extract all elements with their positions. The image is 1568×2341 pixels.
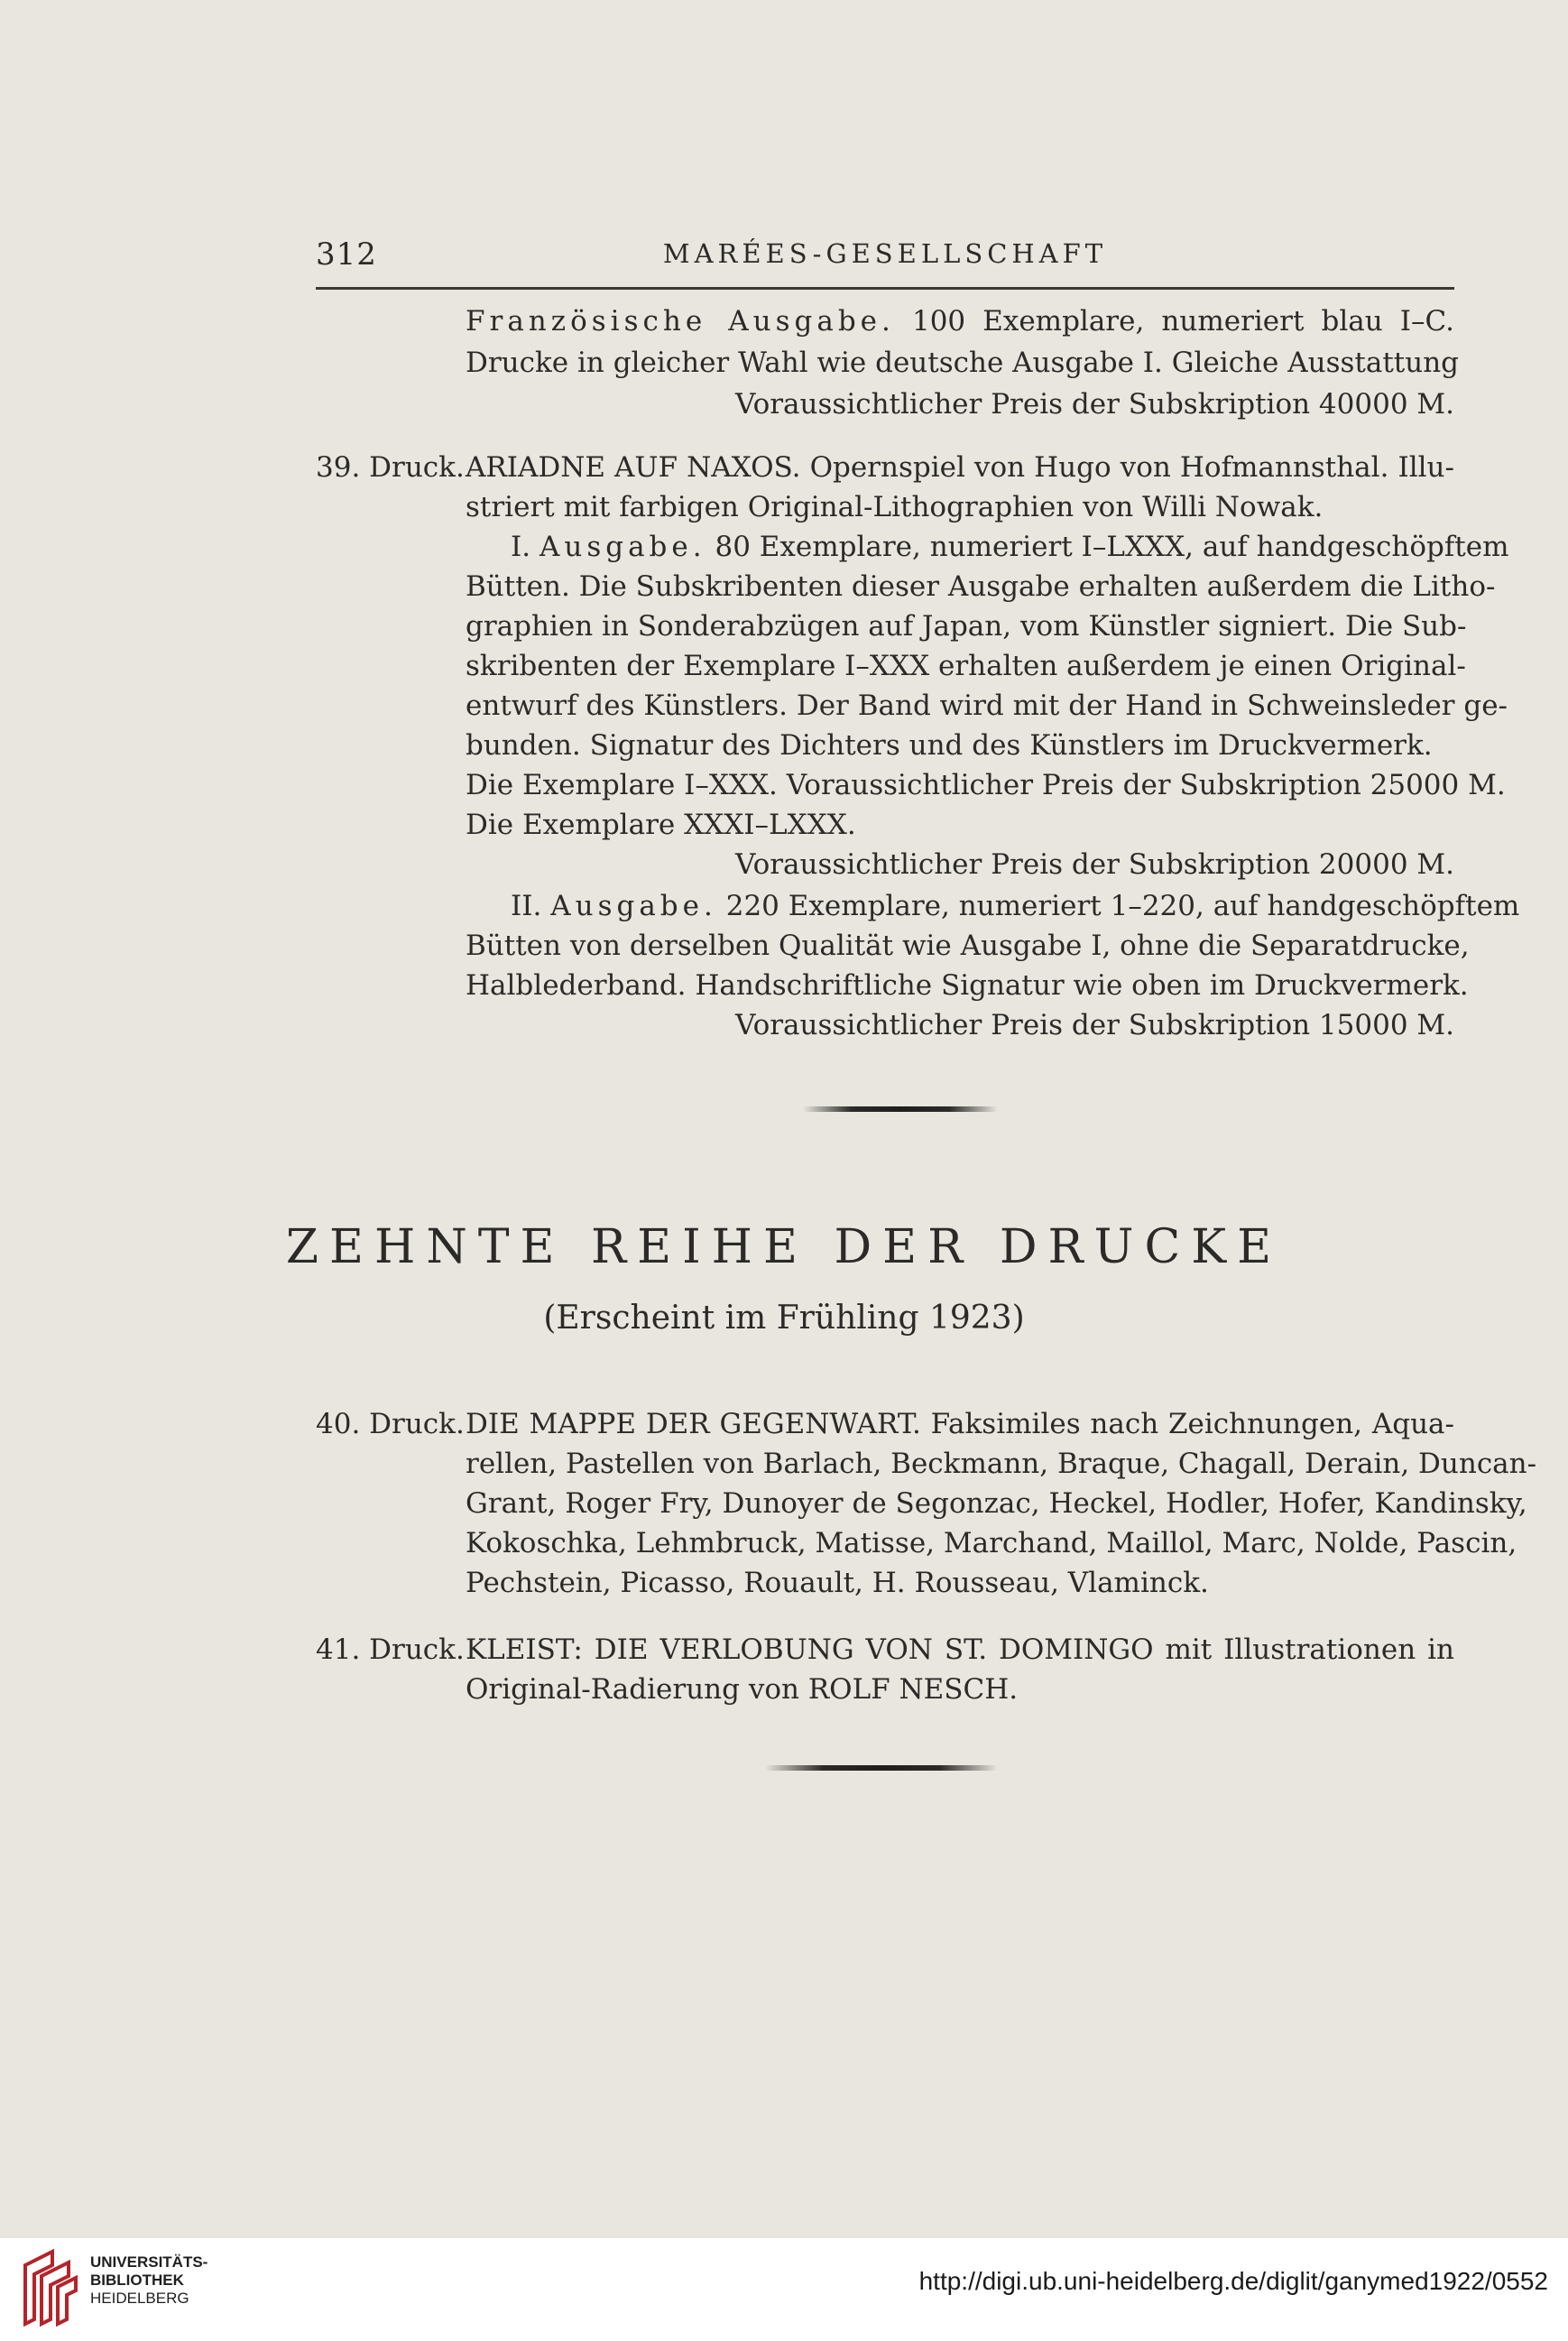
item-label-40: 40. Druck.: [316, 1408, 465, 1440]
text-line: entwurf des Künstlers. Der Band wird mit der Hand in Schweinsleder ge-: [466, 689, 1508, 722]
text-line: KLEIST: DIE VERLOBUNG VON ST. DOMINGO mit Illustrationen in: [466, 1633, 1454, 1666]
text-line: rellen, Pastellen von Barlach, Beckmann, Braque, Chagall, Derain, Duncan-: [466, 1448, 1537, 1480]
text-line: graphien in Sonderabzügen auf Japan, vom Künstler signiert. Die Sub-: [466, 610, 1467, 643]
text-line: skribenten der Exemplare I–XXX erhalten außerdem je einen Original-: [466, 650, 1466, 682]
text-line: ARIADNE AUF NAXOS. Opernspiel von Hugo von Hofmannsthal. Illu-: [466, 451, 1454, 484]
item-label-41: 41. Druck.: [316, 1633, 465, 1666]
edition-line: I. Ausgabe. 80 Exemplare, numeriert I–LXXX, auf handgeschöpftem: [511, 531, 1509, 563]
edition-line: II. Ausgabe. 220 Exemplare, numeriert 1–220, auf handgeschöpftem: [511, 890, 1520, 922]
price-line: Voraussichtlicher Preis der Subskription 20000 M.: [735, 848, 1454, 881]
text-line: Die Exemplare XXXI–LXXX.: [466, 809, 856, 841]
text-line: striert mit farbigen Original-Lithographien von Willi Nowak.: [466, 491, 1324, 523]
page-header: [316, 236, 1454, 282]
text-line: Grant, Roger Fry, Dunoyer de Segonzac, Heckel, Hodler, Hofer, Kandinsky,: [466, 1487, 1527, 1520]
text-line: Kokoschka, Lehmbruck, Matisse, Marchand, Maillol, Marc, Nolde, Pascin,: [466, 1527, 1517, 1559]
library-name: UNIVERSITÄTS- BIBLIOTHEK HEIDELBERG: [90, 2253, 208, 2307]
text-line: Pechstein, Picasso, Rouault, H. Rousseau, Vlaminck.: [466, 1567, 1209, 1599]
text-line: DIE MAPPE DER GEGENWART. Faksimiles nach Zeichnungen, Aqua-: [466, 1408, 1454, 1440]
ornament-divider: [803, 1106, 998, 1112]
page-number: 312: [316, 236, 377, 273]
price-line: Voraussichtlicher Preis der Subskription 40000 M.: [735, 388, 1454, 421]
section-subtitle: (Erscheint im Frühling 1923): [543, 1300, 1025, 1337]
text-line: Bütten von derselben Qualität wie Ausgabe I, ohne die Separatdrucke,: [466, 930, 1470, 962]
price-line: Voraussichtlicher Preis der Subskription 15000 M.: [735, 1009, 1454, 1041]
text-line: Halblederband. Handschriftliche Signatur wie oben im Druckvermerk.: [466, 969, 1469, 1002]
item-label-39: 39. Druck.: [316, 451, 465, 484]
ornament-divider: [765, 1765, 998, 1771]
text-line: Drucke in gleicher Wahl wie deutsche Ausgabe I. Gleiche Ausstattung: [466, 347, 1460, 379]
source-url-link[interactable]: http://digi.ub.uni-heidelberg.de/diglit/ganymed1922/0552: [918, 2267, 1548, 2295]
running-title: MARÉES-GESELLSCHAFT: [662, 238, 1108, 269]
text-line: Original-Radierung von ROLF NESCH.: [466, 1673, 1019, 1706]
section-title: ZEHNTE REIHE DER DRUCKE: [285, 1220, 1283, 1274]
text-line: Die Exemplare I–XXX. Voraussichtlicher Preis der Subskription 25000 M.: [466, 769, 1506, 801]
text-line: bunden. Signatur des Dichters und des Künstlers im Druckvermerk.: [466, 729, 1433, 762]
library-logo-icon: [16, 2247, 79, 2328]
text-line: Bütten. Die Subskribenten dieser Ausgabe erhalten außerdem die Litho-: [466, 570, 1496, 603]
french-edition-line: Französische Ausgabe. 100 Exemplare, numeriert blau I–C.: [466, 305, 1454, 338]
header-rule: [316, 287, 1454, 290]
